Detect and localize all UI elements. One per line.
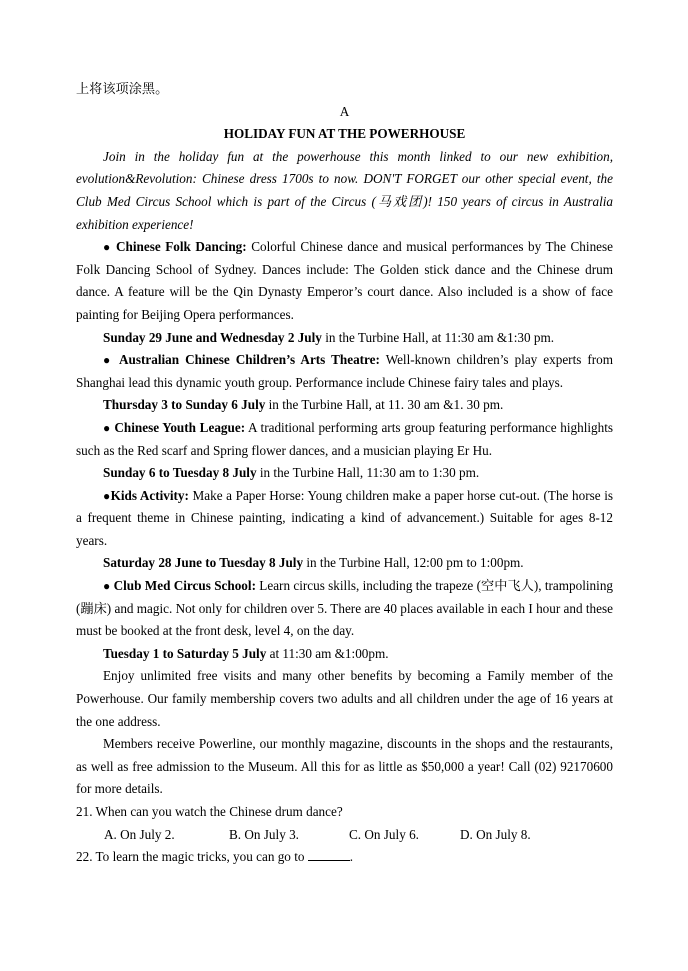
event-date: Saturday 28 June to Tuesday 8 July	[103, 555, 304, 571]
event-name: Chinese Folk Dancing:	[116, 239, 247, 255]
event-desc: Make a Paper Horse: Young children make a paper horse cut-out. (The horse is a frequent theme in Chinese painting, indicating a kind of advancement.) Suitable for ages 8-12 years.	[76, 487, 613, 548]
option-d[interactable]: D. On July 8.	[460, 826, 531, 842]
event-schedule	[76, 462, 613, 485]
event-schedule	[76, 327, 613, 350]
event-name: Kids Activity:	[110, 487, 189, 503]
event-schedule	[76, 394, 613, 417]
bullet-icon: ●	[103, 420, 111, 435]
question-text: 21. When can you watch the Chinese drum dance?	[76, 804, 343, 819]
page-title: HOLIDAY FUN AT THE POWERHOUSE	[223, 126, 466, 142]
event-desc: A traditional performing arts group featuring performance highlights such as the Red scarf and Spring flower dances, and a musician playing Er Hu.	[76, 419, 614, 458]
members-paragraph: Members receive Powerline, our monthly magazine, discounts in the shops and the restaurants, as well as free admission to the Museum. All this for as little as $50,000 a year! Call (02) 92170600 for more details.	[76, 736, 613, 797]
bullet-icon: ●	[103, 579, 111, 594]
event-date: Sunday 6 to Tuesday 8 July	[103, 465, 257, 481]
event-desc: Well-known children’s play experts from Shanghai lead this dynamic youth group. Performance include Chinese fairy tales and plays.	[76, 352, 614, 390]
event-item	[76, 575, 613, 665]
event-description	[76, 236, 613, 326]
answer-blank[interactable]	[308, 848, 350, 861]
answer-options	[76, 824, 613, 847]
event-item	[76, 417, 613, 485]
event-description	[76, 485, 613, 553]
event-desc: Colorful Chinese dance and musical performances by The Chinese Folk Dancing School of Sydney. Dances include: The Golden stick dance and the Chinese drum dance. A feature will be the Qin Dynasty Emperor’s court dance. Also included is a show of face painting for Beijing Opera performances.	[76, 239, 613, 322]
bullet-icon: ●	[103, 240, 112, 255]
event-item	[76, 236, 613, 349]
event-date: Sunday 29 June and Wednesday 2 July	[103, 329, 322, 345]
document-page	[76, 78, 613, 869]
bullet-icon: ●	[103, 488, 111, 503]
event-name: Chinese Youth League:	[114, 419, 246, 435]
event-item	[76, 485, 613, 575]
event-description	[76, 575, 613, 643]
option-b[interactable]: B. On July 3.	[229, 826, 299, 842]
event-list	[76, 236, 613, 665]
event-item	[76, 349, 613, 417]
event-time: in the Turbine Hall, 11:30 am to 1:30 pm.	[256, 465, 480, 481]
event-time: in the Turbine Hall, at 11. 30 am &1. 30 pm.	[265, 397, 504, 413]
event-description	[76, 349, 613, 394]
event-time: at 11:30 am &1:00pm.	[266, 645, 389, 661]
event-time: in the Turbine Hall, 12:00 pm to 1:00pm.	[303, 555, 524, 571]
event-name: Club Med Circus School:	[113, 578, 256, 594]
event-schedule	[76, 552, 613, 575]
option-c[interactable]: C. On July 6.	[349, 826, 419, 842]
event-schedule	[76, 643, 613, 666]
membership-paragraph: Enjoy unlimited free visits and many other benefits by becoming a Family member of the Powerhouse. Our family membership covers two adults and all children under the age of 16 years at the one address.	[76, 668, 613, 729]
event-description	[76, 417, 613, 462]
question-end: .	[349, 849, 354, 865]
event-name: Australian Chinese Children’s Arts Theatre:	[118, 352, 380, 368]
question-21	[76, 801, 613, 846]
intro-paragraph: Join in the holiday fun at the powerhouse this month linked to our new exhibition, evolution&Revolution: Chinese dress 1700s to now. DON'T FORGET our other special event, the Club Med Circus School which is part of the Circus (马戏团)! 150 years of circus in Australia exhibition experience!	[76, 148, 613, 232]
event-time: in the Turbine Hall, at 11:30 am &1:30 pm.	[321, 329, 555, 345]
question-text: 22. To learn the magic tricks, you can go to	[76, 849, 305, 865]
section-letter: A	[339, 103, 350, 119]
event-date: Tuesday 1 to Saturday 5 July	[103, 645, 267, 661]
question-22	[76, 846, 613, 869]
event-desc: Learn circus skills, including the trapeze (空中飞人), trampolining (蹦床) and magic. Not only for children over 5. There are 40 places available in each I hour and these must be booked at the front desk, level 4, on the day.	[76, 578, 614, 639]
option-a[interactable]: A. On July 2.	[104, 826, 175, 842]
top-line: 上将该项涂黑。	[76, 81, 169, 96]
bullet-icon: ●	[103, 353, 113, 368]
event-date: Thursday 3 to Sunday 6 July	[103, 397, 266, 413]
